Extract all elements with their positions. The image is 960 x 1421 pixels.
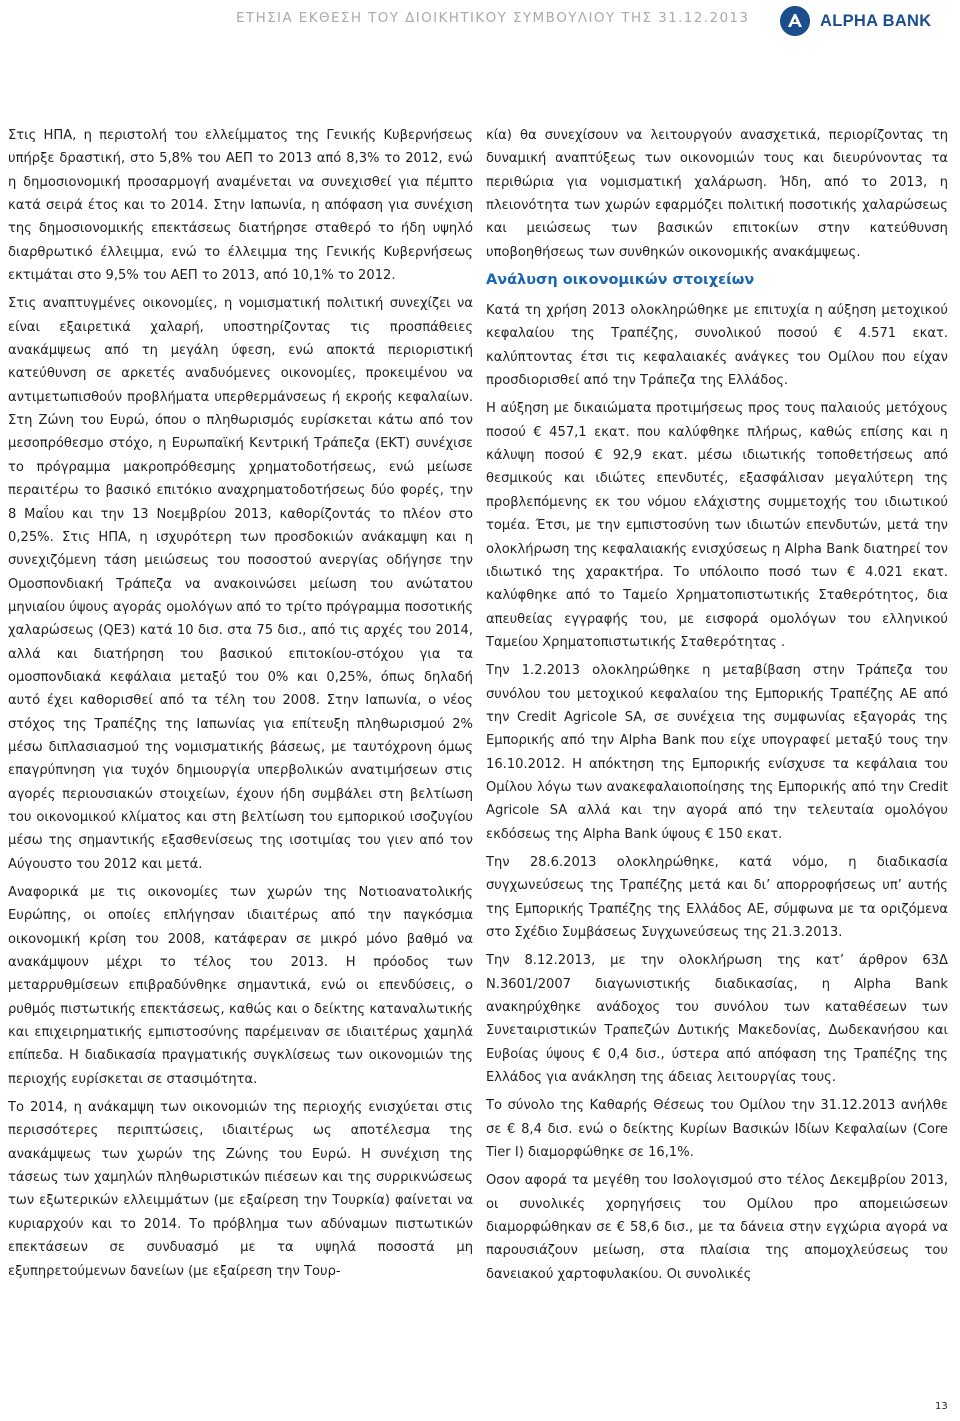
paragraph: Η αύξηση με δικαιώματα προτιμήσεως προς τους παλαιούς μετόχους ποσού € 457,1 εκατ. που καλύφθηκε πλήρως, καθώς επίσης και η κάλυψη ποσού € 92,9 εκατ. μέσω ιδιωτικής τοποθετήσεως από θεσμικούς και ιδιώτες επενδυτές, εξασφάλισαν μεγαλύτερη της προβλεπόμενης εκ του νόμου ελάχιστης συμμετοχής του ιδιωτικού τομέα. Έτσι, με την εμπιστοσύνη των ιδιωτών επενδυτών, μετά την ολοκλήρωση της κεφαλαιακής ενισχύσεως η Alpha Bank διατηρεί τον ιδιωτικό της χαρακτήρα. Το υπόλοιπο ποσό των € 4.021 εκατ. καλύφθηκε από το Ταμείο Χρηματοπιστωτικής Σταθερότητος, δια απευθείας εγγραφής του, με εισφορά ομολόγων του ελληνικού Ταμείου Χρηματοπιστωτικής Σταθερότητας . — [486, 401, 948, 650]
paragraph: Το 2014, η ανάκαμψη των οικονομιών της περιοχής ενισχύεται στις περισσότερες περιπτώσεις, ιδιαιτέρως ως αποτέλεσμα της ανακάμψεως των χωρών της Ζώνης του Ευρώ. Η συνέχιση της τάσεως των χαμηλών πληθωριστικών πιέσεων και της συρρικνώσεως των εξωτερικών ελλειμμάτων (με εξαίρεση την Τουρκία) φαίνεται να κυριαρχούν και το 2014. Το πρόβλημα των αδύναμων πιστωτικών επεκτάσεων σε συνδυασμό με τα υψηλά ποσοστά μη εξυπηρετούμενων δανείων (με εξαίρεση την Τουρ- — [8, 1100, 473, 1279]
left-column — [8, 124, 473, 1288]
paragraph: Αναφορικά με τις οικονομίες των χωρών της Νοτιοανατολικής Ευρώπης, οι οποίες επλήγησαν ιδιαιτέρως από την παγκόσμια οικονομική κρίση του 2008, κατάφεραν σε μικρό μόνο βαθμό να ανακάμψουν μέχρι το τέλος του 2013. Η πρόοδος των μεταρρυθμίσεων επιβραδύνθηκε σημαντικά, ενώ οι επενδύσεις, ο ρυθμός πιστωτικής επεκτάσεως, καθώς και ο δείκτης καταναλωτικής και επιχειρηματικής εμπιστοσύνης παρέμειναν σε ιδιαιτέρως χαμηλά επίπεδα. Η διαδικασία πραγματικής συγκλίσεως των οικονομιών της περιοχής ευρίσκεται σε στασιμότητα. — [8, 885, 473, 1087]
paragraph: Στις ΗΠΑ, η περιστολή του ελλείμματος της Γενικής Κυβερνήσεως υπήρξε δραστική, στο 5,8% του ΑΕΠ το 2013 από 8,3% το 2012, ενώ η δημοσιονομική προσαρμογή αναμένεται να συνεχισθεί για πέμπτο κατά σειρά έτος και το 2014. Στην Ιαπωνία, η απόφαση για συνέχιση της δημοσιονομικής επεκτάσεως διατήρησε σταθερό το ήδη υψηλό διαρθρωτικό έλλειμμα, ενώ το έλλειμμα της Γενικής Κυβερνήσεως εκτιμάται στο 9,5% του ΑΕΠ το 2013, από 10,1% το 2012. — [8, 128, 473, 284]
paragraph: Κατά τη χρήση 2013 ολοκληρώθηκε με επιτυχία η αύξηση μετοχικού κεφαλαίου της Τραπέζης, συνολικού ποσού € 4.571 εκατ. καλύπτοντας έτσι τις κεφαλαιακές ανάγκες του Ομίλου που είχαν προσδιορισθεί από την Τράπεζα της Ελλάδος. — [486, 303, 948, 389]
paragraph: Την 28.6.2013 ολοκληρώθηκε, κατά νόμο, η διαδικασία συγχωνεύσεως της Τραπέζης μετά και δι’ απορροφήσεως υπ’ αυτής της Εμπορικής Τραπέζης της Ελλάδος ΑΕ, σύμφωνα με τα οριζόμενα στο Σχέδιο Συμβάσεως Συγχωνεύσεως της 21.3.2013. — [486, 854, 948, 940]
page-header — [0, 0, 960, 44]
paragraph: Το σύνολο της Καθαρής Θέσεως του Ομίλου την 31.12.2013 ανήλθε σε € 8,4 δισ. ενώ ο δείκτης Κυρίων Βασικών Ιδίων Κεφαλαίων (Core Tier I) διαμορφώθηκε σε 16,1%. — [486, 1098, 948, 1161]
right-column — [486, 124, 948, 1291]
paragraph: Την 1.2.2013 ολοκληρώθηκε η μεταβίβαση στην Τράπεζα του συνόλου του μετοχικού κεφαλαίου της Εμπορικής Τραπέζης ΑΕ από την Credit Agricole SA, σε συνέχεια της συμφωνίας εξαγοράς της Εμπορικής από την Alpha Bank που είχε υπογραφεί μεταξύ τους την 16.10.2012. Η απόκτηση της Εμπορικής ενίσχυσε τα κεφάλαια του Ομίλου λόγω των ανακεφαλαιοποίησης της Εμπορικής από την Credit Agricole SA αλλά και την αγορά από την τελευταία ομολόγου εκδόσεως της Alpha Bank ύψους € 150 εκατ. — [486, 663, 948, 842]
report-title: ΕΤΗΣΙΑ ΕΚΘΕΣΗ ΤΟΥ ΔΙΟΙΚΗΤΙΚΟΥ ΣΥΜΒΟΥΛΙΟΥ ΤΗΣ 31.12.2013 — [236, 10, 750, 26]
paragraph: Οσον αφορά τα μεγέθη του Ισολογισμού στο τέλος Δεκεμβρίου 2013, οι συνολικές χορηγήσεις του Ομίλου προ απομειώσεων διαμορφώθηκαν σε € 58,6 δισ., με τα δάνεια στην εγχώρια αγορά να παρουσιάζουν μείωση, στα πλαίσια της απομοχλεύσεως του δανειακού χαρτοφυλακίου. Οι συνολικές — [486, 1173, 948, 1282]
alpha-bank-logo — [780, 6, 931, 36]
alpha-bank-logo-icon — [780, 6, 810, 36]
section-heading: Ανάλυση οικονομικών στοιχείων — [486, 272, 755, 289]
page-number: 13 — [935, 1401, 948, 1412]
logo-text: ALPHA BANK — [820, 11, 932, 30]
paragraph: Την 8.12.2013, με την ολοκλήρωση της κατ’ άρθρον 63Δ Ν.3601/2007 διαγωνιστικής διαδικασίας, η Alpha Bank ανακηρύχθηκε ανάδοχος του συνόλου των καταθέσεων των Συνεταιριστικών Τραπεζών Δυτικής Μακεδονίας, Δωδεκανήσου και Ευβοίας ύψους € 0,4 δισ., ύστερα από απόφαση της Τραπέζης της Ελλάδος για ανάκληση της άδειας λειτουργίας τους. — [486, 953, 948, 1086]
paragraph: κία) θα συνεχίσουν να λειτουργούν ανασχετικά, περιορίζοντας τη δυναμική αναπτύξεως των οικονομιών τους και διευρύνοντας τα περιθώρια για νομισματική χαλάρωση. Ήδη, από το 2013, η πλειονότητα των χωρών εφαρμόζει πολιτική ποσοτικής χαλαρώσεως και μειώσεως των βασικών επιτοκίων στην κατεύθυνση υποβοηθήσεως των συνθηκών οικονομικής ανακάμψεως. — [486, 128, 948, 260]
paragraph: Στις αναπτυγμένες οικονομίες, η νομισματική πολιτική συνεχίζει να είναι εξαιρετικά χαλαρή, υποστηρίζοντας τις προσπάθειες ανακάμψεως από τη μεγάλη ύφεση, ενώ αποκτά περιοριστική κατεύθυνση σε αρκετές αναδυόμενες οικονομίες, προκειμένου να αντιμετωπισθούν προβλήματα υπερθερμάνσεως ή εκροής κεφαλαίων. Στη Ζώνη του Ευρώ, όπου ο πληθωρισμός ευρίσκεται κάτω από τον μεσοπρόθεσμο στόχο, η Ευρωπαϊκή Κεντρική Τράπεζα (ΕΚΤ) συνέχισε το πρόγραμμα μακροπρόθεσμης χρηματοδοτήσεως, ενώ μείωσε περαιτέρω το βασικό επιτόκιο αναχρηματοδοτήσεως δύο φορές, την 8 Μαΐου και την 13 Νοεμβρίου 2013, καθορίζοντάς το πλέον στο 0,25%. Στις ΗΠΑ, η ισχυρότερη των προσδοκιών ανάκαμψη και η συνεχιζόμενη τάση μειώσεως του ποσοστού ανεργίας οδήγησε την Ομοσπονδιακή Τράπεζα να ανακοινώσει μείωση του ανώτατου μηνιαίου ύψους αγοράς ομολόγων από το τρίτο πρόγραμμα ποσοτικής χαλαρώσεως (QE3) κατά 10 δισ. στα 75 δισ., από τις αρχές του 2014, αλλά και διατήρηση του βασικού επιτοκίου-στόχου για τα ομοσπονδιακά κεφάλαια μεταξύ του 0% και 0,25%, όπως δηλαδή αυτό έχει καθορισθεί από τα τέλη του 2008. Στην Ιαπωνία, ο νέος στόχος της Τραπέζης της Ιαπωνίας για επίτευξη πληθωρισμού 2% μέσω διπλασιασμού της νομισματικής βάσεως, με ταυτόχρονη όμως επαγρύπνηση για τυχόν δημιουργία υπερβολικών ανατιμήσεων στις αγορές περιουσιακών στοιχείων, έχουν ήδη συμβάλει στη βελτίωση του οικονομικού κλίματος και στη βελτίωση του εμπορικού ισοζυγίου μέσω της σημαντικής εξασθενίσεως της ισοτιμίας του γιεν από τον Αύγουστο του 2012 και μετά. — [8, 296, 473, 872]
